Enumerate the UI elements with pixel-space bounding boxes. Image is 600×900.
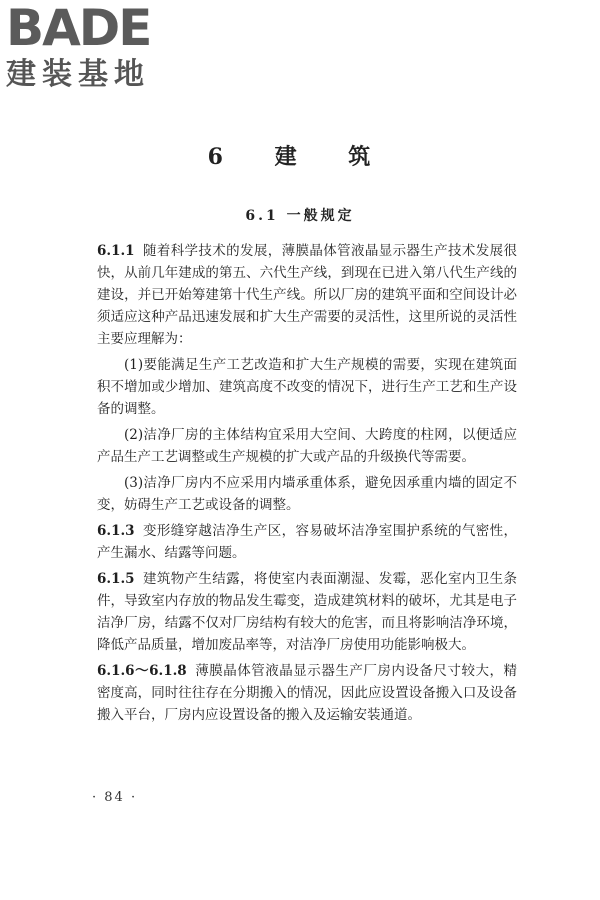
clause-text: 薄膜晶体管液晶显示器生产厂房内设备尺寸较大，精密度高，同时往往存在分期搬入的情况，因此应设置设备搬入口及设备搬入平台，厂房内应设置设备的搬入及运输安装通道。 bbox=[97, 663, 517, 723]
clause-number: 6.1.1 bbox=[97, 243, 135, 259]
list-item-text: (2)洁净厂房的主体结构宜采用大空间、大跨度的柱网，以便适应产品生产工艺调整或生产规模的扩大或产品的升级换代等需要。 bbox=[97, 427, 517, 465]
clause-text: 随着科学技术的发展，薄膜晶体管液晶显示器生产技术发展很快，从前几年建成的第五、六代生产线，到现在已进入第八代生产线的建设，并已开始筹建第十代生产线。所以厂房的建筑平面和空间设计必须适应这种产品迅速发展和扩大生产需要的灵活性，这里所说的灵活性主要应理解为： bbox=[97, 243, 517, 347]
clause-number: 6.1.6～6.1.8 bbox=[97, 663, 187, 679]
clause-number: 6.1.3 bbox=[97, 523, 135, 539]
clause-number: 6.1.5 bbox=[97, 571, 135, 587]
clause-text: 变形缝穿越洁净生产区，容易破坏洁净室围护系统的气密性，产生漏水、结露等问题。 bbox=[97, 523, 517, 561]
clause-6-1-5 bbox=[97, 568, 517, 656]
clause-6-1-6-to-6-1-8 bbox=[97, 660, 517, 726]
logo-chinese-text: 建装基地 bbox=[6, 57, 150, 92]
list-item-text: (3)洁净厂房内不应采用内墙承重体系，避免因承重内墙的固定不变，妨碍生产工艺或设备的调整。 bbox=[97, 475, 517, 513]
chapter-title: 6 建 筑 bbox=[207, 144, 393, 170]
body-text bbox=[97, 240, 517, 730]
clause-6-1-3 bbox=[97, 520, 517, 564]
logo bbox=[4, 0, 184, 96]
list-item-text: (1)要能满足生产工艺改造和扩大生产规模的需要，实现在建筑面积不增加或少增加、建筑高度不改变的情况下，进行生产工艺和生产设备的调整。 bbox=[97, 357, 517, 417]
list-item-2 bbox=[97, 424, 517, 468]
page-number: · 84 · bbox=[92, 790, 138, 805]
logo-wordmark: BADE bbox=[6, 0, 151, 57]
clause-6-1-1 bbox=[97, 240, 517, 350]
list-item-3 bbox=[97, 472, 517, 516]
clause-text: 建筑物产生结露，将使室内表面潮湿、发霉，恶化室内卫生条件，导致室内存放的物品发生霉变，造成建筑材料的破坏，尤其是电子洁净厂房，结露不仅对厂房结构有较大的危害，而且将影响洁净环境，降低产品质量，增加废品率等，对洁净厂房使用功能影响极大。 bbox=[97, 571, 517, 653]
list-item-1 bbox=[97, 354, 517, 420]
section-title: 6.1 一般规定 bbox=[245, 208, 355, 224]
